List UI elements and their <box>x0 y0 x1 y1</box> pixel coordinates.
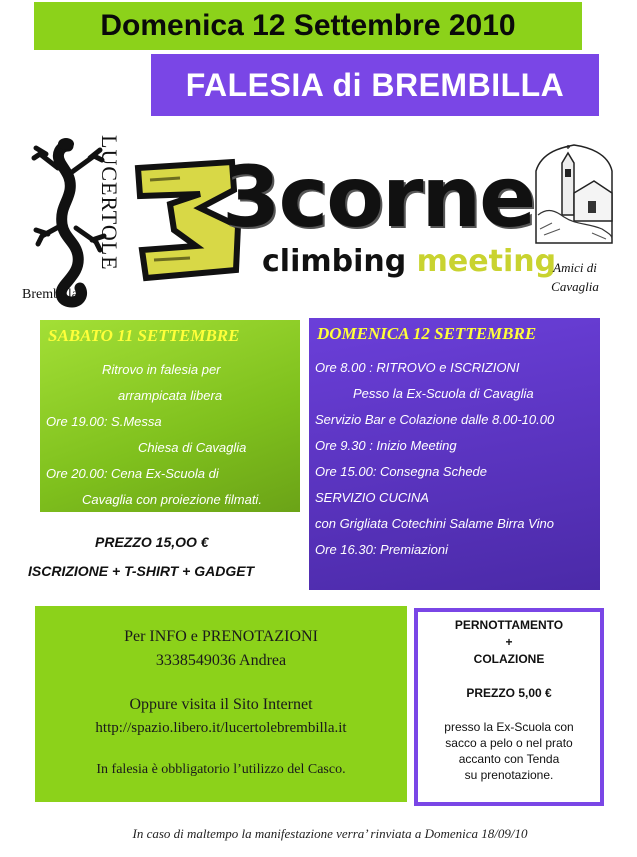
info-phone: 3338549036 Andrea <box>155 652 287 669</box>
event-logo-subtitle <box>262 244 556 279</box>
sunday-line: Ore 8.00 : RITROVO e ISCRIZIONI <box>315 360 520 375</box>
info-line: Oppure visita il Sito Internet <box>129 696 313 713</box>
sunday-line: Ore 16.30: Premiazioni <box>315 542 448 557</box>
sunday-program-box <box>309 318 600 590</box>
saturday-line: Cavaglia con proiezione filmati. <box>82 492 262 507</box>
saturday-line: Ore 19.00: S.Messa <box>46 414 162 429</box>
sunday-line: Ore 9.30 : Inizio Meeting <box>315 438 457 453</box>
sunday-line: con Grigliata Cotechini Salame Birra Vino <box>315 516 554 531</box>
overnight-desc: accanto con Tenda <box>458 752 560 766</box>
date-banner <box>34 2 582 50</box>
overnight-price: PREZZO 5,00 € <box>466 686 552 700</box>
meeting-price: PREZZO 15,OO € <box>95 534 209 550</box>
event-place: FALESIA di BREMBILLA <box>185 66 565 103</box>
sunday-line: Servizio Bar e Colazione dalle 8.00-10.00 <box>315 412 555 427</box>
saturday-line: Ore 20.00: Cena Ex-Scuola di <box>46 466 219 481</box>
sunday-line: Pesso la Ex-Scuola di Cavaglia <box>353 386 534 401</box>
sunday-line: Ore 15.00: Consegna Schede <box>315 464 488 479</box>
amici-caption: Amici di Cavaglia <box>551 260 599 294</box>
saturday-program-box <box>40 320 300 512</box>
overnight-title: PERNOTTAMENTO <box>454 618 564 632</box>
info-website-link[interactable]: http://spazio.libero.it/lucertolebrembilla.it <box>95 720 347 736</box>
saturday-line: Chiesa di Cavaglia <box>138 440 247 455</box>
overnight-plus: + <box>505 635 513 649</box>
church-logo-icon <box>532 143 616 247</box>
event-logo-word: 3corne <box>222 148 535 246</box>
info-helmet-note: In falesia è obbligatorio l’utilizzo del Casco. <box>96 762 346 777</box>
info-line: Per INFO e PRENOTAZIONI <box>124 628 318 645</box>
logo-meeting: meeting <box>416 244 557 279</box>
overnight-desc: sacco a pelo o nel prato <box>445 736 573 750</box>
sunday-line: SERVIZIO CUCINA <box>315 490 429 505</box>
saturday-title: SABATO 11 SETTEMBRE <box>48 326 240 345</box>
weather-note: In caso di maltempo la manifestazione verra’ rinviata a Domenica 18/09/10 <box>132 826 528 841</box>
place-banner <box>151 54 599 116</box>
event-date: Domenica 12 Settembre 2010 <box>100 9 516 42</box>
overnight-desc: presso la Ex-Scuola con <box>444 720 574 734</box>
overnight-desc: su prenotazione. <box>464 768 554 782</box>
logo-climbing: climbing <box>262 244 407 279</box>
lucertole-vertical-text: LUCERTOLE <box>97 135 122 271</box>
info-box <box>35 606 407 802</box>
overnight-box <box>414 608 604 806</box>
brembilla-caption: Brembilla <box>22 287 78 302</box>
meeting-includes: ISCRIZIONE + T-SHIRT + GADGET <box>28 563 255 579</box>
saturday-line: arrampicata libera <box>118 388 223 403</box>
overnight-subtitle: COLAZIONE <box>473 652 545 666</box>
sunday-title: DOMENICA 12 SETTEMBRE <box>317 324 537 343</box>
saturday-line: Ritrovo in falesia per <box>102 362 221 377</box>
